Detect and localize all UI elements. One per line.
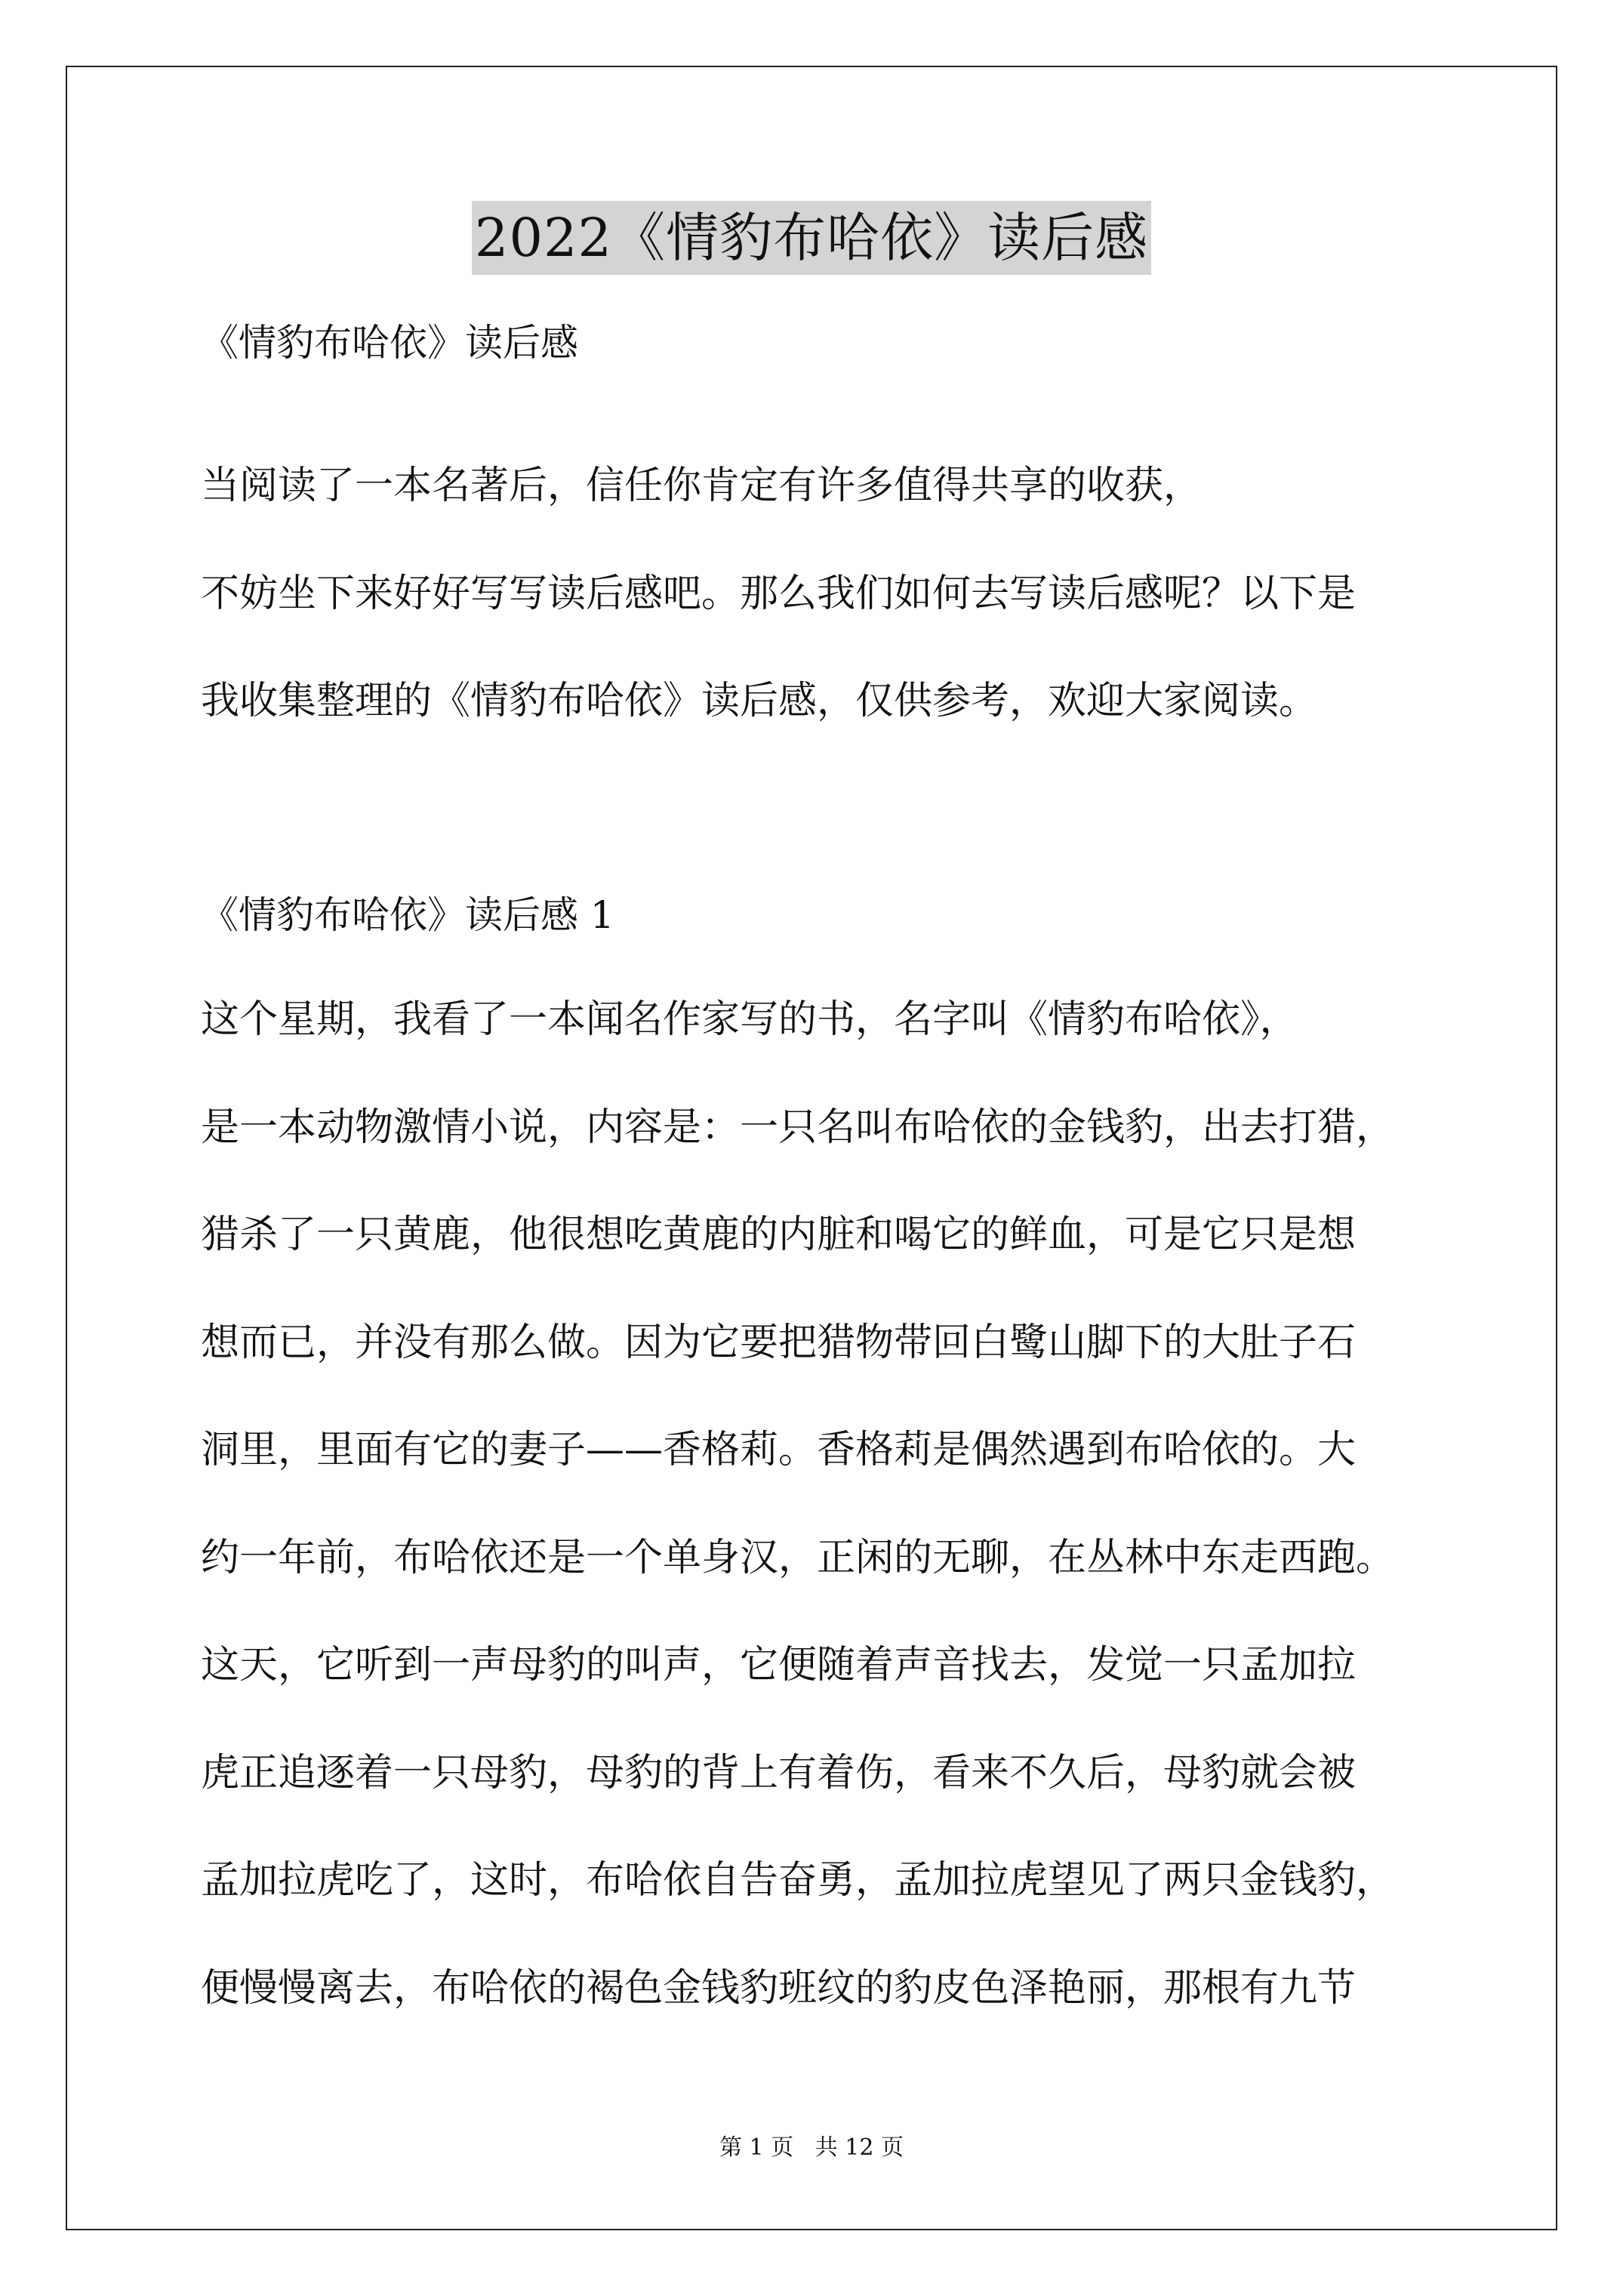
body-line: 是一本动物激情小说，内容是：一只名叫布哈依的金钱豹，出去打猎，: [201, 1105, 1395, 1150]
body-line: 孟加拉虎吃了，这时，布哈依自告奋勇，孟加拉虎望见了两只金钱豹，: [201, 1858, 1395, 1903]
intro-line: 当阅读了一本名著后，信任你肯定有许多值得共享的收获，: [201, 464, 1203, 508]
body-line: 猎杀了一只黄鹿，他很想吃黄鹿的内脏和喝它的鲜血，可是它只是想: [201, 1213, 1357, 1257]
body-line: 这天，它听到一声母豹的叫声，它便随着声音找去，发觉一只孟加拉: [201, 1643, 1357, 1687]
body-line: 虎正追逐着一只母豹，母豹的背上有着伤，看来不久后，母豹就会被: [201, 1751, 1357, 1795]
title-block: [0, 201, 1623, 275]
document-title: 2022《情豹布哈依》读后感: [472, 201, 1151, 275]
body-line: 便慢慢离去，布哈依的褐色金钱豹班纹的豹皮色泽艳丽，那根有九节: [201, 1966, 1357, 2011]
body-line: 想而已，并没有那么做。因为它要把猎物带回白鹭山脚下的大肚子石: [201, 1321, 1357, 1365]
body-line: 约一年前，布哈依还是一个单身汉，正闲的无聊，在丛林中东走西跑。: [201, 1536, 1395, 1580]
body-line: 这个星期，我看了一本闻名作家写的书，名字叫《情豹布哈依》，: [201, 997, 1298, 1042]
body-line: 洞里，里面有它的妻子——香格莉。香格莉是偶然遇到布哈依的。大: [201, 1428, 1357, 1472]
intro-heading: 《情豹布哈依》读后感: [201, 321, 578, 365]
intro-line: 不妨坐下来好好写写读后感吧。那么我们如何去写读后感呢？以下是: [201, 572, 1357, 616]
intro-line: 我收集整理的《情豹布哈依》读后感，仅供参考，欢迎大家阅读。: [201, 679, 1318, 723]
section1-heading: 《情豹布哈依》读后感 1: [201, 893, 614, 937]
page-number: 第 1 页 共 12 页: [719, 2134, 904, 2161]
